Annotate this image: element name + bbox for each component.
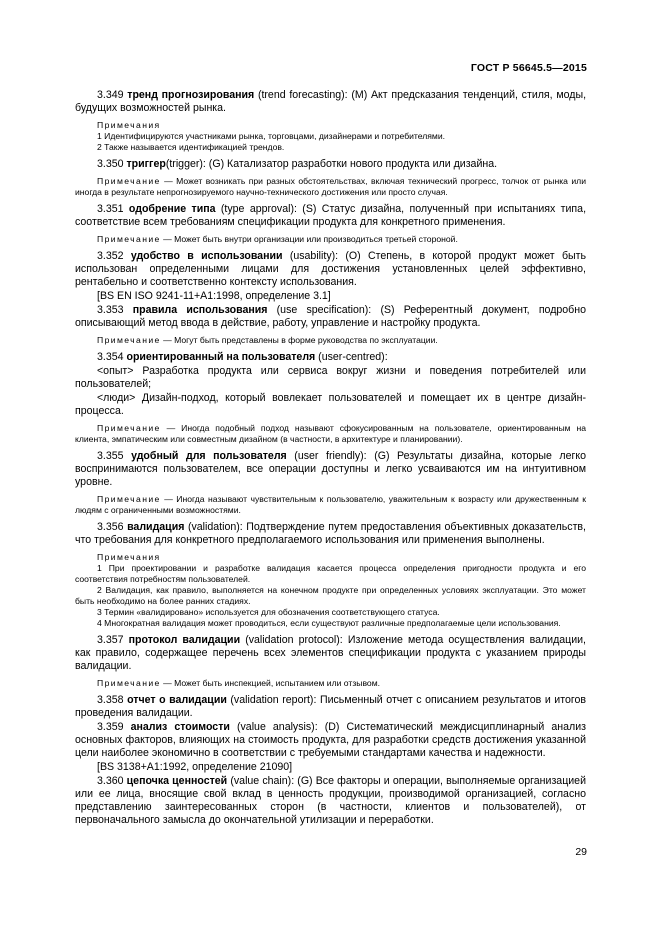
entry-number: 3.349 xyxy=(97,89,124,101)
note-item: 1 Идентифицируются участниками рынка, торговцами, дизайнерами и потребителями. xyxy=(97,131,446,141)
entry-term: удобство в использовании xyxy=(130,250,283,262)
note-item: 2 Также называется идентификацией трендов. xyxy=(97,142,285,152)
entry-number: 3.357 xyxy=(97,634,124,646)
note-3-357 xyxy=(75,678,586,689)
notes-heading: Примечания xyxy=(97,120,161,130)
entry-3-356 xyxy=(75,521,586,547)
entry-definition: (usability): (О) Степень, в которой продукт может быть использован определенными лицами для достижения установленных целей эффективно, рентабельно и соответственно контексту использования. xyxy=(75,250,587,288)
entry-term: отчет о валидации xyxy=(127,694,227,706)
note-item: 3 Термин «валидировано» используется для обозначения соответствующего статуса. xyxy=(97,607,440,617)
entry-term: триггер xyxy=(126,158,166,170)
entry-3-358 xyxy=(75,694,586,720)
notes-3-349 xyxy=(75,120,586,153)
entry-definition: (user-centred): xyxy=(315,351,388,363)
note-label: Примечание xyxy=(97,176,161,186)
entry-definition: (trigger): (G) Катализатор разработки нового продукта или дизайна. xyxy=(165,158,498,170)
entry-number: 3.354 xyxy=(97,351,124,363)
entry-3-352 xyxy=(75,250,586,289)
entry-term: цепочка ценностей xyxy=(126,775,228,787)
note-text: — Иногда подобный подход называют сфокусированным на пользователе, ориентированным на клиента, эмпатическим или совместным дизайном (в частности, в архитектуре и планировании). xyxy=(75,423,586,444)
notes-3-356 xyxy=(75,552,586,629)
entry-3-350 xyxy=(75,158,586,171)
entry-definition: (validation protocol): Изложение метода осуществления валидации, как правило, содержащее перечень всех элементов спецификации продукта с указанием природы валидации. xyxy=(75,634,586,672)
note-3-353 xyxy=(75,335,586,346)
entry-number: 3.359 xyxy=(97,721,124,733)
entry-number: 3.352 xyxy=(97,250,124,262)
entry-definition: (user friendly): (G) Результаты дизайна, которые легко воспринимаются пользователем, все операции доступны и легко усваиваются им на интуитивном уровне. xyxy=(75,450,586,488)
entry-number: 3.360 xyxy=(97,775,124,787)
entry-3-351 xyxy=(75,203,586,229)
entry-3-354 xyxy=(75,351,586,364)
note-label: Примечание xyxy=(97,335,161,345)
note-item: 2 Валидация, как правило, выполняется на конечном продукте при определенных условиях эксплуатации. Это может быть необходимо на более ранних стадиях. xyxy=(75,585,586,606)
entry-3-360 xyxy=(75,775,586,827)
document-code-header: ГОСТ Р 56645.5—2015 xyxy=(470,62,587,74)
reference-3-352: [BS EN ISO 9241-11+A1:1998, определение 3.1] xyxy=(97,290,331,302)
entry-definition: (value analysis): (D) Систематический междисциплинарный анализ основных факторов, влияющих на стоимость продукта, для разработки средств достижения указанной цели наиболее экономично в соответствии с требуемыми стандартами качества и надежности. xyxy=(75,721,586,759)
page-number: 29 xyxy=(575,846,587,858)
entry-term: протокол валидации xyxy=(128,634,241,646)
entry-term: удобный для пользователя xyxy=(131,450,287,462)
entry-definition: (validation): Подтверждение путем предоставления объективных доказательств, что требования для конкретного предполагаемого использования или применения выполнены. xyxy=(75,521,586,546)
entry-number: 3.351 xyxy=(97,203,124,215)
note-item: 4 Многократная валидация может проводиться, если существуют различные предполагаемые цели использования. xyxy=(97,618,561,628)
entry-number: 3.355 xyxy=(97,450,124,462)
note-label: Примечание xyxy=(97,423,161,433)
reference-3-359: [BS 3138+A1:1992, определение 21090] xyxy=(97,761,293,773)
note-3-354 xyxy=(75,423,586,445)
entry-3-353 xyxy=(75,304,586,330)
document-body xyxy=(75,89,586,832)
entry-3-349 xyxy=(75,89,586,115)
entry-term: валидация xyxy=(127,521,185,533)
entry-term: анализ стоимости xyxy=(130,721,230,733)
note-label: Примечание xyxy=(97,494,161,504)
note-3-350 xyxy=(75,176,586,198)
entry-term: правила использования xyxy=(132,304,268,316)
note-text: — Могут быть представлены в форме руководства по эксплуатации. xyxy=(160,335,438,345)
entry-number: 3.353 xyxy=(97,304,124,316)
note-text: — Может быть внутри организации или производиться третьей стороной. xyxy=(160,234,458,244)
note-label: Примечание xyxy=(97,678,161,688)
note-item: 1 При проектировании и разработке валидация касается процесса определения пригодности продукта и его соответствия потребностям пользователей. xyxy=(75,563,586,584)
entry-definition: (use specification): (S) Референтный документ, подробно описывающий метод ввода в действие, работу, управление и настройку продукта. xyxy=(75,304,586,329)
note-text: — Иногда называют чувствительным к пользователю, уважительным к возрасту или дружественным к людям с ограниченными возможностями. xyxy=(75,494,586,515)
note-3-355 xyxy=(75,494,586,516)
entry-number: 3.356 xyxy=(97,521,124,533)
entry-3-359 xyxy=(75,721,586,760)
note-text: — Может быть инспекцией, испытанием или отзывом. xyxy=(160,678,380,688)
entry-3-354-sense-1: <опыт> Разработка продукта или сервиса вокруг жизни и поведения потребителей или пользователей; xyxy=(75,365,586,390)
entry-3-355 xyxy=(75,450,586,489)
notes-heading: Примечания xyxy=(97,552,161,562)
entry-definition: (validation report): Письменный отчет с описанием результатов и итогов проведения валидации. xyxy=(75,694,586,719)
note-3-351 xyxy=(75,234,586,245)
entry-term: одобрение типа xyxy=(128,203,216,215)
entry-3-357 xyxy=(75,634,586,673)
note-label: Примечание xyxy=(97,234,161,244)
entry-number: 3.350 xyxy=(97,158,124,170)
note-text: — Может возникать при разных обстоятельствах, включая технический прогресс, толчок от рынка или иногда в результате непрогнозируемого научно-технического достижения или просто случая. xyxy=(75,176,586,197)
entry-term: тренд прогнозирования xyxy=(127,89,255,101)
entry-3-354-sense-2: <люди> Дизайн-подход, который вовлекает пользователей и помещает их в центре дизайн-процесса. xyxy=(75,392,586,417)
entry-definition: (type approval): (S) Статус дизайна, полученный при испытаниях типа, соответствие всем требованиям спецификации продукта для конкретного применения. xyxy=(75,203,587,228)
entry-number: 3.358 xyxy=(97,694,124,706)
entry-definition: (value chain): (G) Все факторы и операции, выполняемые организацией или ее лица, вносящие свой вклад в ценность продукции, производимой организацией, согласно представлению заинтересованных сторон (в частности, клиентов и пользователей), от первоначального замысла до окончательной утилизации и переработки. xyxy=(75,775,586,826)
entry-definition: (trend forecasting): (М) Акт предсказания тенденций, стиля, моды, будущих возможностей рынка. xyxy=(75,89,587,114)
entry-term: ориентированный на пользователя xyxy=(126,351,316,363)
